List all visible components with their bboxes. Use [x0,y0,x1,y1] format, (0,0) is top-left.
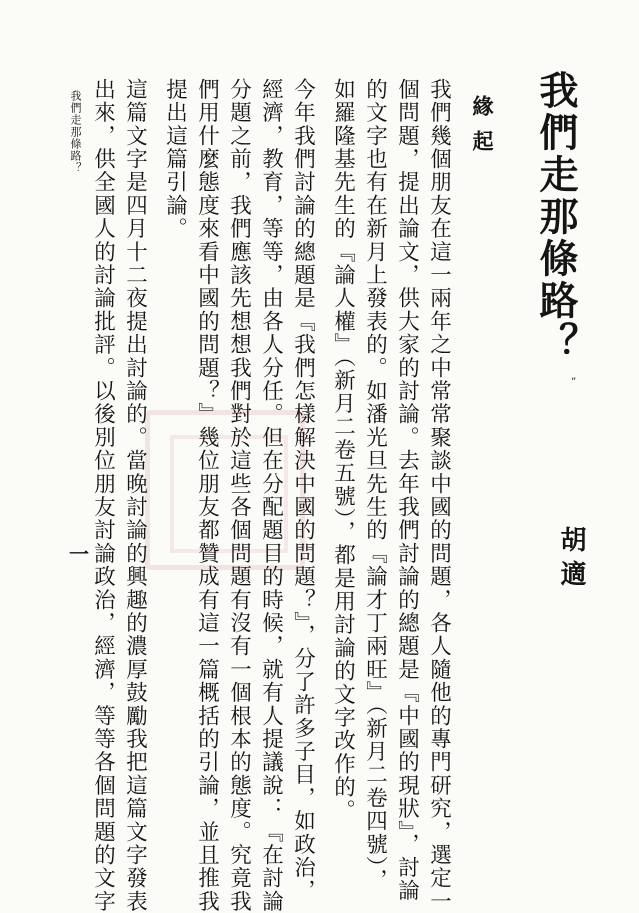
body-column-11: 出來，供全國人的討論批評。以後別位朋友討論政治，經濟，等等各個問題的文字 [90,78,116,913]
margin-note: 我們走那條路？ [69,90,82,174]
section-heading: 緣起 [470,95,495,165]
page-number: 一 [69,542,89,566]
body-column-8: 們用什麼態度來看中國的問題？』幾位朋友都贊成有這一篇概括的引論，並且推我 [194,78,220,913]
body-column-7: 分題之前，我們應該先想想我們對於這些各個問題有沒有一個根本的態度。究竟我 [226,78,252,913]
body-column-10: 這篇文字是四月十二夜提出討論的。當晚討論的興趣的濃厚鼓勵我把這篇文字發表 [122,78,148,913]
body-column-9: 提出這篇引論。 [162,78,188,241]
body-column-6: 經濟，教育，等等，由各人分任。但在分配題目的時候，就有人提議說：『在討論 [258,78,284,913]
body-column-1: 我們幾個朋友在這一兩年之中常常聚談中國的問題，各人隨他的專門研究，選定一 [426,78,452,913]
article-title: 我們走那條路？ [533,70,579,364]
body-column-5: 今年我們討論的總題是『我們怎樣解決中國的問題？』，分了許多子目，如政治， [290,78,316,903]
body-column-3: 的文字也有在新月上發表的。如潘光旦先生的『論才丁兩旺』（新月二卷四號）， [362,78,388,892]
author-name: 胡適 [556,526,586,594]
stray-mark: ” [571,377,577,388]
body-column-4: 如羅隆基先生的『論人權』（新月二卷五號），都是用討論的文字改作的。 [330,78,356,823]
body-column-2: 個問題，提出論文，供大家的討論。去年我們討論的總題是『中國的現狀』，討論 [394,78,420,903]
